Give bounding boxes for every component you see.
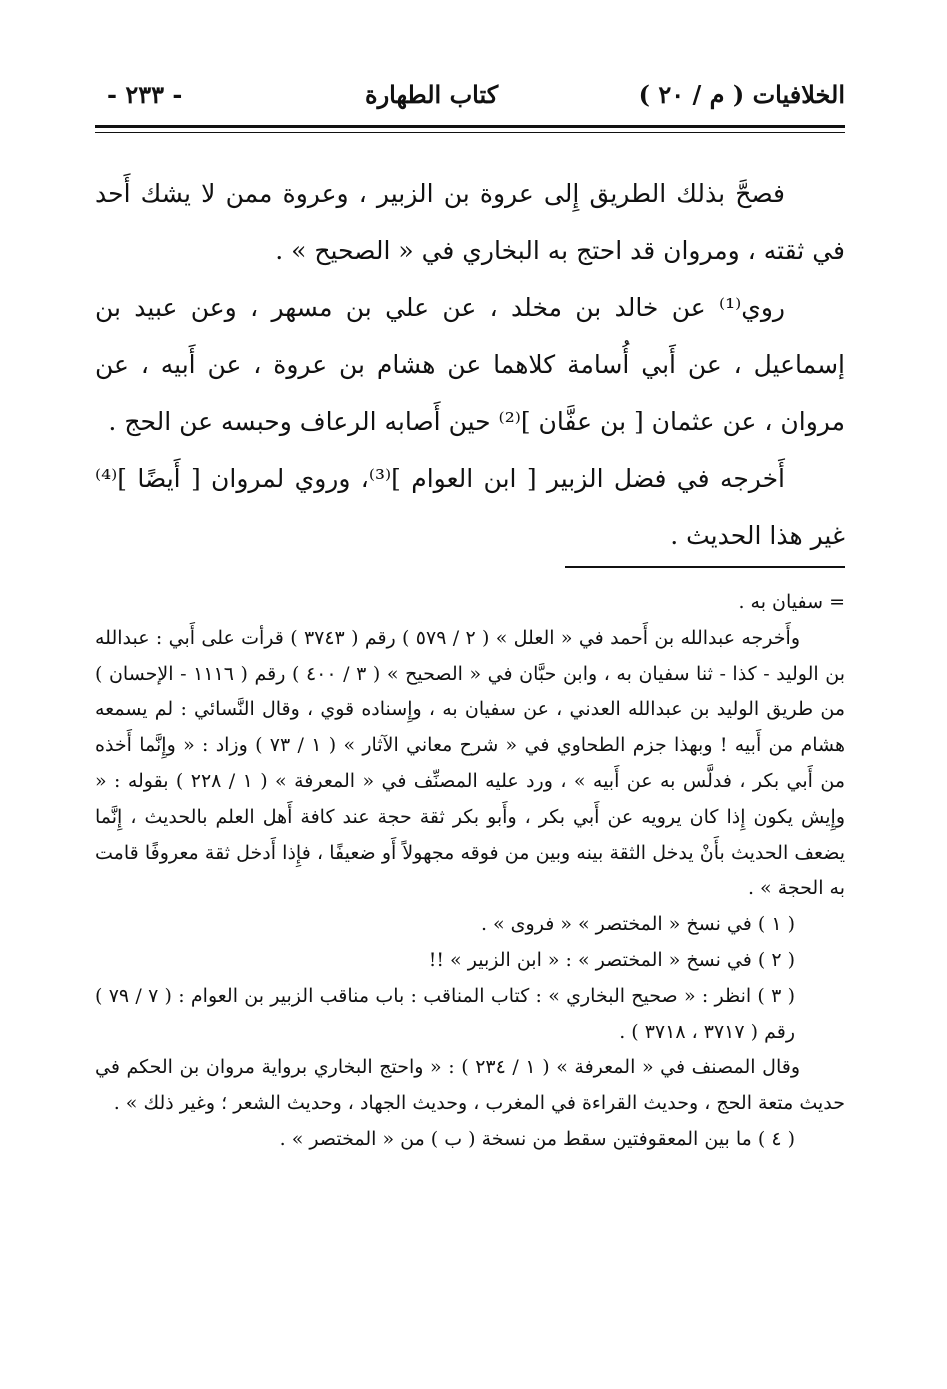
header-rule-thin xyxy=(95,132,845,133)
running-title: الخلافيات ( م / ٢٠ ) xyxy=(638,80,845,109)
page-header xyxy=(95,80,845,120)
main-text xyxy=(95,165,845,564)
main-paragraph-2: روي⁽¹⁾ عن خالد بن مخلد ، عن علي بن مسهر ، وعن عبيد بن إسماعيل ، عن أَبي أُسامة كلاهما عن هشام بن عروة ، عن أَبيه ، عن مروان ، عن عثمان [ بن عفَّان ]⁽²⁾ حين أَصابه الرعاف وحبسه عن الحج . xyxy=(95,293,845,436)
footnote-1: ( ١ ) في نسخ « المختصر » « فروى » . xyxy=(480,913,795,936)
header-rule-thick xyxy=(95,125,845,128)
page-number: - ٢٣٣ - xyxy=(107,80,183,109)
book-title: كتاب الطهارة xyxy=(365,80,499,109)
footnotes xyxy=(95,585,845,1158)
footnote-3: ( ٣ ) انظر : « صحيح البخاري » : كتاب المناقب : باب مناقب الزبير بن العوام : ( ٧ / ٧٩ ) رقم ( ٣٧١٧ ، ٣٧١٨ ) . xyxy=(95,984,796,1043)
main-paragraph-3: أَخرجه في فضل الزبير [ ابن العوام ]⁽³⁾، وروي لمروان [ أَيضًا ]⁽⁴⁾ غير هذا الحديث . xyxy=(95,464,845,550)
footnote-paragraph-1: وأَخرجه عبدالله بن أَحمد في « العلل » ( ٢ / ٥٧٩ ) رقم ( ٣٧٤٣ ) قرأت على أَبي : عبدالله بن الوليد - كذا - ثنا سفيان به ، وابن حبَّان في « الصحيح » ( ٣ / ٤٠٠ ) رقم ( ١١١٦ - الإحسان ) من طريق الوليد بن عبدالله العدني ، عن سفيان به ، وإِسناده قوي ، وقال النَّسائي : لم يسمعه هشام من أَبيه ! وبهذا جزم الطحاوي في « شرح معاني الآثار » ( ١ / ٧٣ ) وزاد : « وإِنَّما أَخذه من أَبي بكر ، فدلَّس به عن أَبيه » ، ورد عليه المصنِّف في « المعرفة » ( ١ / ٢٢٨ ) بقوله : « وإِيش يكون إِذا كان يرويه عن أَبي بكر ، وأَبو بكر ثقة حجة عند كافة أَهل العلم بالحديث ، إِنَّما يضعف الحديث بأَنْ يدخل الثقة بينه وبين من فوقه مجهولاً أَو ضعيفًا ، فإِذا أَدخل ثقة معروفًا قامت به الحجة » . xyxy=(95,626,845,900)
footnote-4: ( ٤ ) ما بين المعقوفتين سقط من نسخة ( ب ) من « المختصر » . xyxy=(279,1127,795,1150)
footnote-2: ( ٢ ) في نسخ « المختصر » : « ابن الزبير » !! xyxy=(428,948,795,971)
main-paragraph-1: فصحَّ بذلك الطريق إِلى عروة بن الزبير ، وعروة ممن لا يشك أَحد في ثقته ، ومروان قد احتج به البخاري في « الصحيح » . xyxy=(95,179,845,265)
footnote-separator xyxy=(565,566,845,568)
footnote-continuation: = سفيان به . xyxy=(738,591,845,613)
footnote-paragraph-2: وقال المصنف في « المعرفة » ( ١ / ٢٣٤ ) : « واحتج البخاري برواية مروان بن الحكم في حديث متعة الحج ، وحديث القراءة في المغرب ، وحديث الجهاد ، وحديث الشعر ؛ وغير ذلك » . xyxy=(95,1056,845,1115)
